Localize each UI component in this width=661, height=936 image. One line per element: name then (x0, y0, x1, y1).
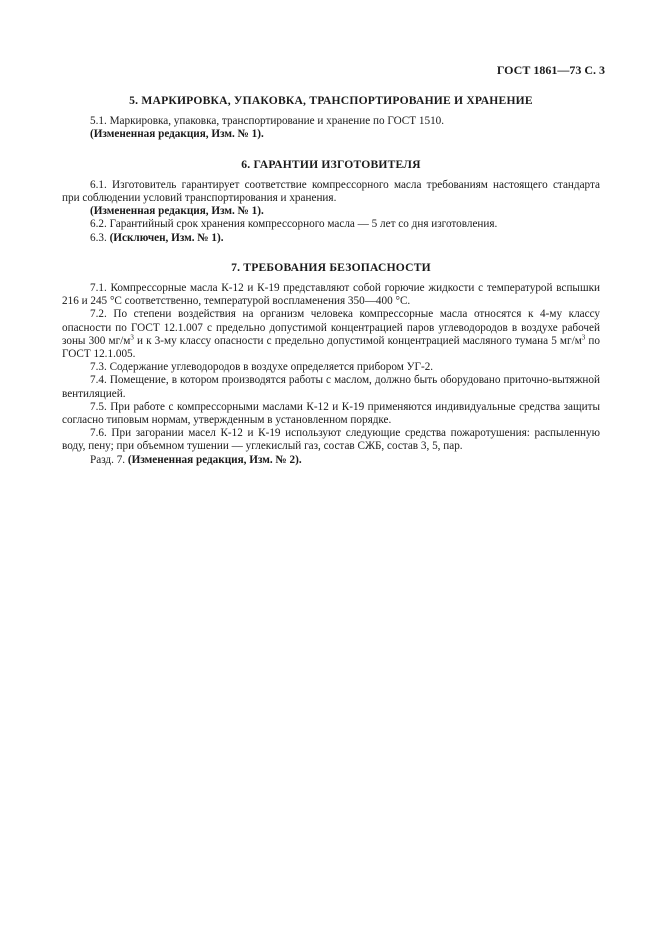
paragraph-7-3: 7.3. Содержание углеводородов в воздухе определяется прибором УГ-2. (90, 361, 434, 374)
paragraph-6-3 (62, 232, 600, 245)
paragraph-7-2-part-c: по ГОСТ 12.1.005. (62, 334, 601, 361)
paragraph-7-2-part-a: 7.2. По степени воздействия на организм человека компрессорные масла относятся к 4-му классу опасности по ГОСТ 12.1.007 с предельно допустимой концентрацией паров углеводородов в воздухе рабочей зоны 300 мг/м (62, 308, 600, 347)
paragraph-6-3-text: (Исключен, Изм. № 1). (109, 231, 224, 244)
paragraph-7-2 (62, 308, 600, 361)
paragraph-6-3-number: 6.3. (90, 231, 107, 244)
revision-note-6: (Измененная редакция, Изм. № 1). (90, 205, 264, 218)
section-7-ref: Разд. 7. (90, 453, 126, 466)
paragraph-7-5: 7.5. При работе с компрессорными маслами К-12 и К-19 применяются индивидуальные средства защиты согласно типовым нормам, утвержденным в установленном порядке. (62, 400, 600, 427)
paragraph-7-2-part-b: и к 3-му классу опасности с предельно допустимой концентрацией масляного тумана 5 мг/м (133, 334, 582, 347)
superscript-1: 3 (130, 333, 134, 342)
paragraph-6-2: 6.2. Гарантийный срок хранения компрессорного масла — 5 лет со дня изготовления. (90, 218, 498, 231)
page-header: ГОСТ 1861—73 С. 3 (496, 63, 605, 77)
document-body (62, 94, 600, 483)
paragraph-7-7 (62, 454, 600, 467)
section-5 (62, 94, 600, 142)
paragraph-6-1: 6.1. Изготовитель гарантирует соответствие компрессорного масла требованиям настоящего стандарта при соблюдении условий транспортирования и хранения. (62, 178, 600, 205)
section-7 (62, 261, 600, 467)
revision-note-7: (Измененная редакция, Изм. № 2). (127, 453, 302, 466)
paragraph-7-6: 7.6. При загорании масел К-12 и К-19 используют следующие средства пожаротушения: распыленную воду, пену; при объемном тушении — углекислый газ, состав СЖБ, состав 3, 5, пар. (62, 427, 600, 453)
section-7-title: 7. ТРЕБОВАНИЯ БЕЗОПАСНОСТИ (231, 260, 431, 274)
section-6 (62, 158, 600, 245)
paragraph-5-1: 5.1. Маркировка, упаковка, транспортирование и хранение по ГОСТ 1510. (90, 115, 445, 128)
section-6-title: 6. ГАРАНТИИ ИЗГОТОВИТЕЛЯ (241, 157, 421, 171)
paragraph-7-4: 7.4. Помещение, в котором производятся работы с маслом, должно быть оборудовано приточно-вытяжной вентиляцией. (62, 374, 600, 400)
section-5-title: 5. МАРКИРОВКА, УПАКОВКА, ТРАНСПОРТИРОВАНИЕ И ХРАНЕНИЕ (129, 94, 533, 107)
revision-note-5: (Измененная редакция, Изм. № 1). (90, 128, 264, 141)
paragraph-7-1: 7.1. Компрессорные масла К-12 и К-19 представляют собой горючие жидкости с температурой вспышки 216 и 245 °С соответственно, температурой воспламенения 350—400 °С. (62, 282, 600, 308)
superscript-2: 3 (581, 333, 586, 342)
